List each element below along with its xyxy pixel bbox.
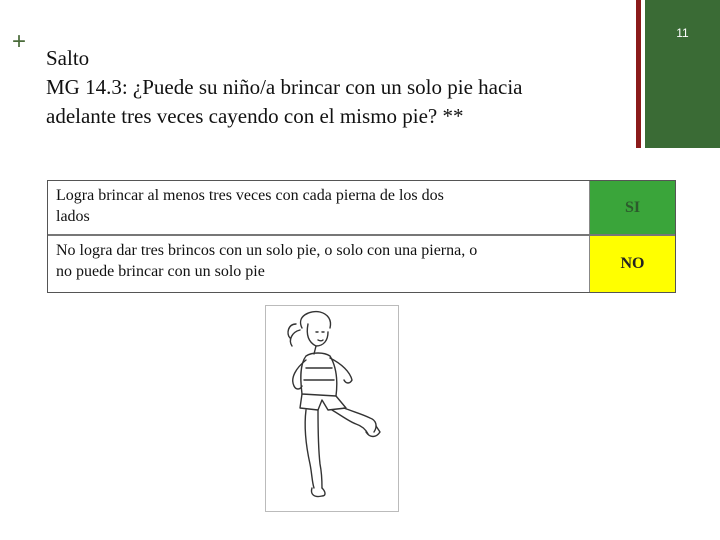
criterion-text-line: lados xyxy=(56,208,90,225)
child-hopping-illustration xyxy=(265,305,399,512)
accent-red-bar xyxy=(636,0,641,148)
criterion-text-line: Logra brincar al menos tres veces con cada pierna de los dos xyxy=(56,187,444,204)
table-row xyxy=(48,236,675,292)
answer-si-badge: SI xyxy=(589,181,675,234)
title-line-3: adelante tres veces cayendo con el mismo pie? ** xyxy=(46,104,464,128)
criterion-text xyxy=(56,240,586,282)
plus-icon: + xyxy=(12,28,27,55)
slide-number: 11 xyxy=(676,26,689,40)
criterion-text xyxy=(56,185,586,227)
criterion-text-line: No logra dar tres brincos con un solo pie, o solo con una pierna, o xyxy=(56,242,478,259)
title-line-2: MG 14.3: ¿Puede su niño/a brincar con un solo pie hacia xyxy=(46,75,523,99)
accent-green-block xyxy=(645,0,720,148)
table-row xyxy=(48,181,675,236)
criterion-text-line: no puede brincar con un solo pie xyxy=(56,263,265,280)
title-line-1: Salto xyxy=(46,46,90,70)
criteria-table xyxy=(47,180,676,293)
child-hopping-drawing xyxy=(266,306,398,511)
answer-no-badge: NO xyxy=(589,236,675,292)
slide-title xyxy=(46,44,626,131)
